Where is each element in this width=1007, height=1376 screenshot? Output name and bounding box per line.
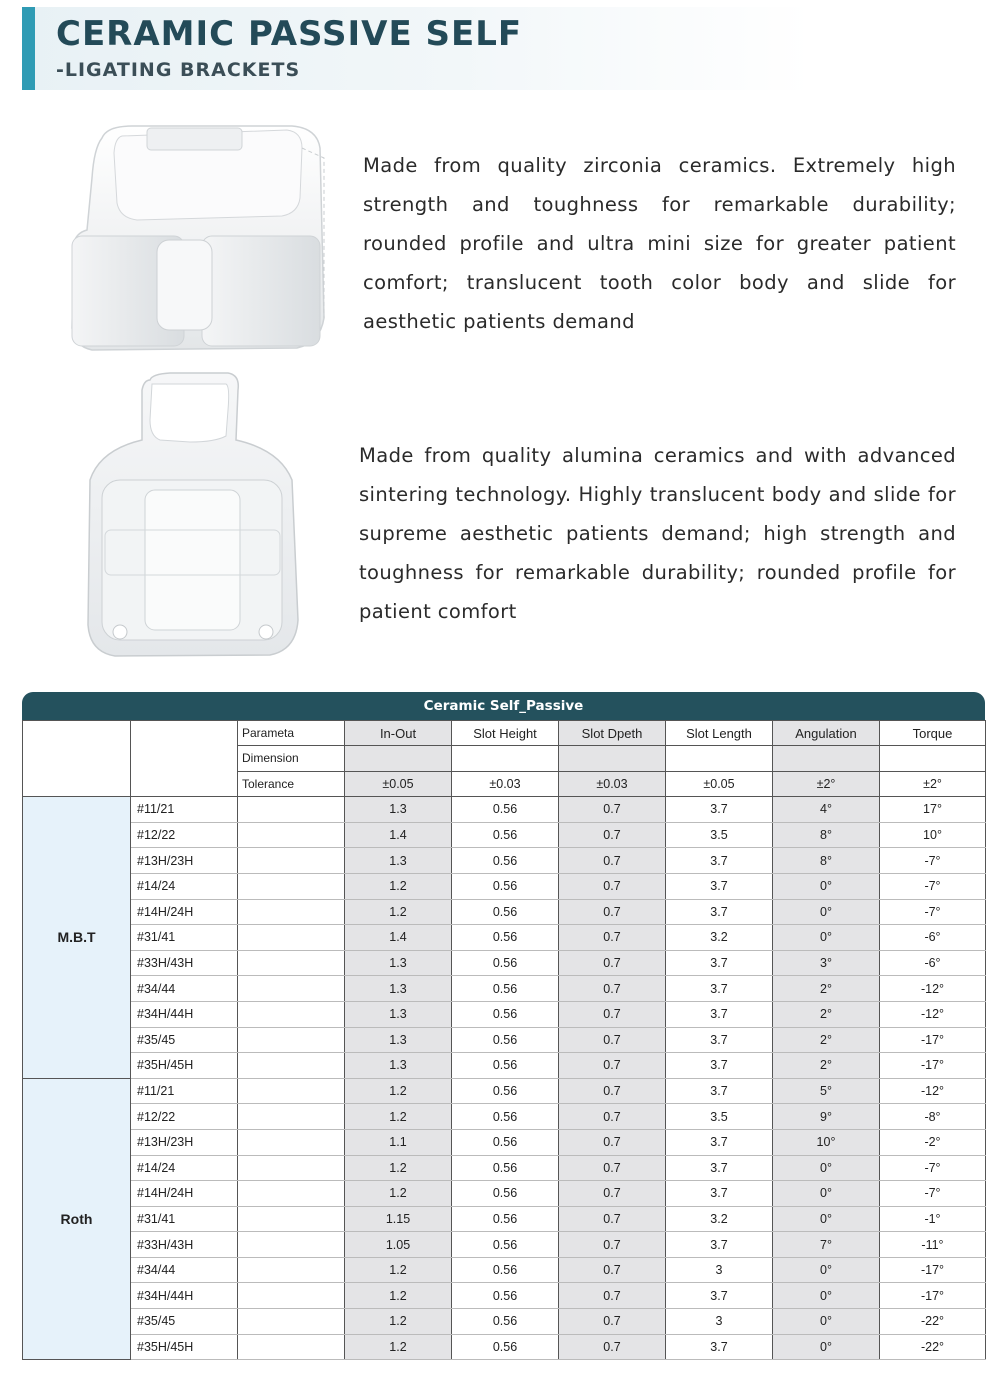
table-row bbox=[23, 848, 986, 874]
value-cell: 2° bbox=[773, 1027, 880, 1053]
value-cell: -12° bbox=[880, 1078, 986, 1104]
value-cell: 0° bbox=[773, 899, 880, 925]
value-cell: -7° bbox=[880, 899, 986, 925]
tooth-code-cell: #13H/23H bbox=[131, 848, 238, 874]
value-cell: 0.7 bbox=[559, 1104, 666, 1130]
table-row bbox=[23, 1309, 986, 1335]
tooth-code-cell: #35/45 bbox=[131, 1309, 238, 1335]
tooth-code-cell: #35H/45H bbox=[131, 1334, 238, 1360]
tooth-code-cell: #14/24 bbox=[131, 1155, 238, 1181]
value-cell: 0.56 bbox=[452, 1155, 559, 1181]
spacer-cell bbox=[238, 873, 345, 899]
value-cell: -12° bbox=[880, 1001, 986, 1027]
header-blank-cell bbox=[23, 721, 131, 797]
value-cell: 5° bbox=[773, 1078, 880, 1104]
value-cell: 0.7 bbox=[559, 976, 666, 1002]
value-cell: 0° bbox=[773, 1206, 880, 1232]
table-row bbox=[23, 1129, 986, 1155]
value-cell: 0.56 bbox=[452, 976, 559, 1002]
spacer-cell bbox=[238, 899, 345, 925]
value-cell: 10° bbox=[773, 1129, 880, 1155]
tooth-code-cell: #35/45 bbox=[131, 1027, 238, 1053]
spacer-cell bbox=[238, 1027, 345, 1053]
table-row bbox=[23, 1001, 986, 1027]
table-row bbox=[23, 873, 986, 899]
spacer-cell bbox=[238, 1078, 345, 1104]
value-cell: 0.7 bbox=[559, 950, 666, 976]
value-cell: -8° bbox=[880, 1104, 986, 1130]
value-cell: -17° bbox=[880, 1283, 986, 1309]
value-cell: 4° bbox=[773, 797, 880, 823]
value-cell: 7° bbox=[773, 1232, 880, 1258]
value-cell: 0.7 bbox=[559, 1257, 666, 1283]
value-cell: 0.56 bbox=[452, 1206, 559, 1232]
value-cell: 0.7 bbox=[559, 1001, 666, 1027]
value-cell: 0.7 bbox=[559, 873, 666, 899]
value-cell: 3.7 bbox=[666, 873, 773, 899]
tooth-code-cell: #34H/44H bbox=[131, 1283, 238, 1309]
value-cell: -22° bbox=[880, 1334, 986, 1360]
page-title: CERAMIC PASSIVE SELF bbox=[56, 14, 523, 54]
spacer-cell bbox=[238, 1181, 345, 1207]
value-cell: 0.7 bbox=[559, 822, 666, 848]
spacer-cell bbox=[238, 1309, 345, 1335]
table-row bbox=[23, 1206, 986, 1232]
tooth-code-cell: #33H/43H bbox=[131, 1232, 238, 1258]
value-cell: 1.2 bbox=[345, 873, 452, 899]
value-cell: 0.56 bbox=[452, 1232, 559, 1258]
value-cell: 3.7 bbox=[666, 797, 773, 823]
tolerance-cell: ±0.05 bbox=[666, 771, 773, 797]
header-accent-bar bbox=[22, 7, 35, 90]
tooth-code-cell: #34H/44H bbox=[131, 1001, 238, 1027]
spacer-cell bbox=[238, 925, 345, 951]
value-cell: 1.2 bbox=[345, 1309, 452, 1335]
tooth-code-cell: #13H/23H bbox=[131, 1129, 238, 1155]
spacer-cell bbox=[238, 797, 345, 823]
spacer-cell bbox=[238, 1257, 345, 1283]
value-cell: 8° bbox=[773, 822, 880, 848]
tooth-code-cell: #12/22 bbox=[131, 1104, 238, 1130]
value-cell: 0° bbox=[773, 1181, 880, 1207]
value-cell: 3.7 bbox=[666, 1155, 773, 1181]
value-cell: 1.2 bbox=[345, 1257, 452, 1283]
value-cell: 0.7 bbox=[559, 1181, 666, 1207]
value-cell: 0° bbox=[773, 1155, 880, 1181]
value-cell: 0.7 bbox=[559, 1078, 666, 1104]
value-cell: 0.56 bbox=[452, 848, 559, 874]
table-row bbox=[23, 976, 986, 1002]
value-cell: 0° bbox=[773, 1257, 880, 1283]
spec-table bbox=[22, 720, 986, 1360]
param-label: Tolerance bbox=[238, 771, 345, 797]
table-row bbox=[23, 1053, 986, 1079]
value-cell: 2° bbox=[773, 1053, 880, 1079]
value-cell: 1.2 bbox=[345, 1181, 452, 1207]
value-cell: -6° bbox=[880, 950, 986, 976]
value-cell: 1.4 bbox=[345, 822, 452, 848]
value-cell: 3.7 bbox=[666, 1027, 773, 1053]
value-cell: 1.2 bbox=[345, 1078, 452, 1104]
value-cell: -7° bbox=[880, 1155, 986, 1181]
column-header: In-Out bbox=[345, 721, 452, 746]
tolerance-cell: ±0.05 bbox=[345, 771, 452, 797]
value-cell: 0.56 bbox=[452, 925, 559, 951]
spacer-cell bbox=[238, 1155, 345, 1181]
value-cell: 3.7 bbox=[666, 1078, 773, 1104]
value-cell: -7° bbox=[880, 1181, 986, 1207]
alumina-bracket-image bbox=[80, 370, 305, 662]
value-cell: 1.3 bbox=[345, 1053, 452, 1079]
tolerance-cell: ±2° bbox=[880, 771, 986, 797]
value-cell: 0.56 bbox=[452, 1257, 559, 1283]
value-cell: 8° bbox=[773, 848, 880, 874]
value-cell: 0.56 bbox=[452, 822, 559, 848]
value-cell: 1.2 bbox=[345, 899, 452, 925]
value-cell: 0.7 bbox=[559, 1334, 666, 1360]
value-cell: 0° bbox=[773, 1309, 880, 1335]
spacer-cell bbox=[238, 976, 345, 1002]
tooth-code-cell: #14H/24H bbox=[131, 899, 238, 925]
value-cell: 0.56 bbox=[452, 1104, 559, 1130]
dimension-cell bbox=[773, 746, 880, 772]
spacer-cell bbox=[238, 1001, 345, 1027]
table-row bbox=[23, 797, 986, 823]
spacer-cell bbox=[238, 950, 345, 976]
tooth-code-cell: #11/21 bbox=[131, 797, 238, 823]
value-cell: 3.7 bbox=[666, 1232, 773, 1258]
dimension-cell bbox=[452, 746, 559, 772]
value-cell: 3.5 bbox=[666, 822, 773, 848]
tolerance-cell: ±0.03 bbox=[559, 771, 666, 797]
value-cell: 3.5 bbox=[666, 1104, 773, 1130]
value-cell: 0.56 bbox=[452, 899, 559, 925]
value-cell: 0.56 bbox=[452, 1334, 559, 1360]
table-row bbox=[23, 1104, 986, 1130]
table-row bbox=[23, 1027, 986, 1053]
value-cell: 0.56 bbox=[452, 1078, 559, 1104]
table-row bbox=[23, 1334, 986, 1360]
dimension-cell bbox=[345, 746, 452, 772]
value-cell: 1.3 bbox=[345, 1001, 452, 1027]
tooth-code-cell: #14/24 bbox=[131, 873, 238, 899]
value-cell: -17° bbox=[880, 1027, 986, 1053]
value-cell: 1.3 bbox=[345, 976, 452, 1002]
tolerance-cell: ±2° bbox=[773, 771, 880, 797]
value-cell: 0.7 bbox=[559, 1027, 666, 1053]
value-cell: 1.3 bbox=[345, 848, 452, 874]
value-cell: 3.2 bbox=[666, 925, 773, 951]
value-cell: 0.7 bbox=[559, 925, 666, 951]
column-header: Angulation bbox=[773, 721, 880, 746]
value-cell: 3.7 bbox=[666, 1181, 773, 1207]
value-cell: 1.1 bbox=[345, 1129, 452, 1155]
value-cell: 3.7 bbox=[666, 1001, 773, 1027]
table-row bbox=[23, 1078, 986, 1104]
dimension-cell bbox=[880, 746, 986, 772]
column-header: Slot Length bbox=[666, 721, 773, 746]
value-cell: 1.3 bbox=[345, 1027, 452, 1053]
value-cell: 0.56 bbox=[452, 1027, 559, 1053]
table-row bbox=[23, 1181, 986, 1207]
value-cell: 0.56 bbox=[452, 1309, 559, 1335]
value-cell: 0.56 bbox=[452, 1053, 559, 1079]
value-cell: 0° bbox=[773, 1334, 880, 1360]
value-cell: -6° bbox=[880, 925, 986, 951]
table-row bbox=[23, 1155, 986, 1181]
value-cell: 0° bbox=[773, 873, 880, 899]
header-blank-cell bbox=[131, 721, 238, 797]
table-caption: Ceramic Self_Passive bbox=[22, 692, 985, 720]
column-header: Torque bbox=[880, 721, 986, 746]
spacer-cell bbox=[238, 1283, 345, 1309]
value-cell: 3.7 bbox=[666, 976, 773, 1002]
tooth-code-cell: #12/22 bbox=[131, 822, 238, 848]
tooth-code-cell: #34/44 bbox=[131, 1257, 238, 1283]
value-cell: 3.7 bbox=[666, 1129, 773, 1155]
value-cell: 0.7 bbox=[559, 1053, 666, 1079]
zirconia-description: Made from quality zirconia ceramics. Extremely high strength and toughness for remarkable durability; rounded profile and ultra mini size for greater patient comfort; translucent tooth color body and slide for aesthetic patients demand bbox=[363, 154, 956, 333]
spacer-cell bbox=[238, 1232, 345, 1258]
value-cell: 3.7 bbox=[666, 1053, 773, 1079]
value-cell: 0.56 bbox=[452, 1181, 559, 1207]
spacer-cell bbox=[238, 822, 345, 848]
tolerance-cell: ±0.03 bbox=[452, 771, 559, 797]
param-label: Dimension bbox=[238, 746, 345, 772]
value-cell: 2° bbox=[773, 976, 880, 1002]
value-cell: -7° bbox=[880, 848, 986, 874]
value-cell: 0.56 bbox=[452, 797, 559, 823]
value-cell: 0° bbox=[773, 925, 880, 951]
value-cell: 0.7 bbox=[559, 797, 666, 823]
value-cell: 3° bbox=[773, 950, 880, 976]
table-row bbox=[23, 1232, 986, 1258]
value-cell: 0.7 bbox=[559, 1283, 666, 1309]
value-cell: -22° bbox=[880, 1309, 986, 1335]
value-cell: 0.7 bbox=[559, 1129, 666, 1155]
value-cell: 2° bbox=[773, 1001, 880, 1027]
spacer-cell bbox=[238, 1104, 345, 1130]
tooth-code-cell: #14H/24H bbox=[131, 1181, 238, 1207]
value-cell: 1.3 bbox=[345, 797, 452, 823]
tooth-code-cell: #33H/43H bbox=[131, 950, 238, 976]
value-cell: 0.7 bbox=[559, 1232, 666, 1258]
value-cell: 1.15 bbox=[345, 1206, 452, 1232]
value-cell: 0.56 bbox=[452, 1283, 559, 1309]
value-cell: 9° bbox=[773, 1104, 880, 1130]
spec-table-container bbox=[22, 692, 985, 1360]
value-cell: 1.2 bbox=[345, 1283, 452, 1309]
value-cell: 3.7 bbox=[666, 848, 773, 874]
value-cell: 0.56 bbox=[452, 873, 559, 899]
value-cell: 1.3 bbox=[345, 950, 452, 976]
value-cell: 3.7 bbox=[666, 899, 773, 925]
group-label: M.B.T bbox=[23, 797, 131, 1079]
value-cell: 0.7 bbox=[559, 848, 666, 874]
value-cell: 3.7 bbox=[666, 950, 773, 976]
param-label: Parameta bbox=[238, 721, 345, 746]
group-label: Roth bbox=[23, 1078, 131, 1360]
table-row bbox=[23, 950, 986, 976]
dimension-cell bbox=[559, 746, 666, 772]
value-cell: -12° bbox=[880, 976, 986, 1002]
column-header: Slot Height bbox=[452, 721, 559, 746]
table-row bbox=[23, 1257, 986, 1283]
zirconia-bracket-image bbox=[62, 118, 332, 358]
spacer-cell bbox=[238, 848, 345, 874]
value-cell: 17° bbox=[880, 797, 986, 823]
value-cell: 1.2 bbox=[345, 1334, 452, 1360]
value-cell: 0.7 bbox=[559, 1309, 666, 1335]
column-header: Slot Dpeth bbox=[559, 721, 666, 746]
value-cell: 0.56 bbox=[452, 1129, 559, 1155]
table-row bbox=[23, 925, 986, 951]
table-row bbox=[23, 899, 986, 925]
value-cell: 3.7 bbox=[666, 1334, 773, 1360]
value-cell: 0.7 bbox=[559, 1206, 666, 1232]
value-cell: 3.2 bbox=[666, 1206, 773, 1232]
table-row bbox=[23, 1283, 986, 1309]
value-cell: -17° bbox=[880, 1053, 986, 1079]
value-cell: 1.05 bbox=[345, 1232, 452, 1258]
table-row bbox=[23, 822, 986, 848]
spacer-cell bbox=[238, 1129, 345, 1155]
value-cell: 0.56 bbox=[452, 1001, 559, 1027]
value-cell: 1.2 bbox=[345, 1155, 452, 1181]
value-cell: -2° bbox=[880, 1129, 986, 1155]
spacer-cell bbox=[238, 1053, 345, 1079]
tooth-code-cell: #11/21 bbox=[131, 1078, 238, 1104]
value-cell: 0.56 bbox=[452, 950, 559, 976]
page-subtitle: -LIGATING BRACKETS bbox=[56, 59, 301, 81]
value-cell: 3 bbox=[666, 1309, 773, 1335]
alumina-description: Made from quality alumina ceramics and with advanced sintering technology. Highly translucent body and slide for supreme aesthetic patients demand; high strength and toughness for remarkable durability; rounded profile for patient comfort bbox=[359, 444, 956, 623]
value-cell: -7° bbox=[880, 873, 986, 899]
value-cell: 1.4 bbox=[345, 925, 452, 951]
spacer-cell bbox=[238, 1206, 345, 1232]
value-cell: 10° bbox=[880, 822, 986, 848]
value-cell: -11° bbox=[880, 1232, 986, 1258]
value-cell: 0.7 bbox=[559, 1155, 666, 1181]
tooth-code-cell: #35H/45H bbox=[131, 1053, 238, 1079]
value-cell: 0° bbox=[773, 1283, 880, 1309]
tooth-code-cell: #34/44 bbox=[131, 976, 238, 1002]
value-cell: 3.7 bbox=[666, 1283, 773, 1309]
value-cell: 0.7 bbox=[559, 899, 666, 925]
value-cell: 3 bbox=[666, 1257, 773, 1283]
dimension-cell bbox=[666, 746, 773, 772]
value-cell: 1.2 bbox=[345, 1104, 452, 1130]
value-cell: -1° bbox=[880, 1206, 986, 1232]
spacer-cell bbox=[238, 1334, 345, 1360]
tooth-code-cell: #31/41 bbox=[131, 1206, 238, 1232]
tooth-code-cell: #31/41 bbox=[131, 925, 238, 951]
value-cell: -17° bbox=[880, 1257, 986, 1283]
